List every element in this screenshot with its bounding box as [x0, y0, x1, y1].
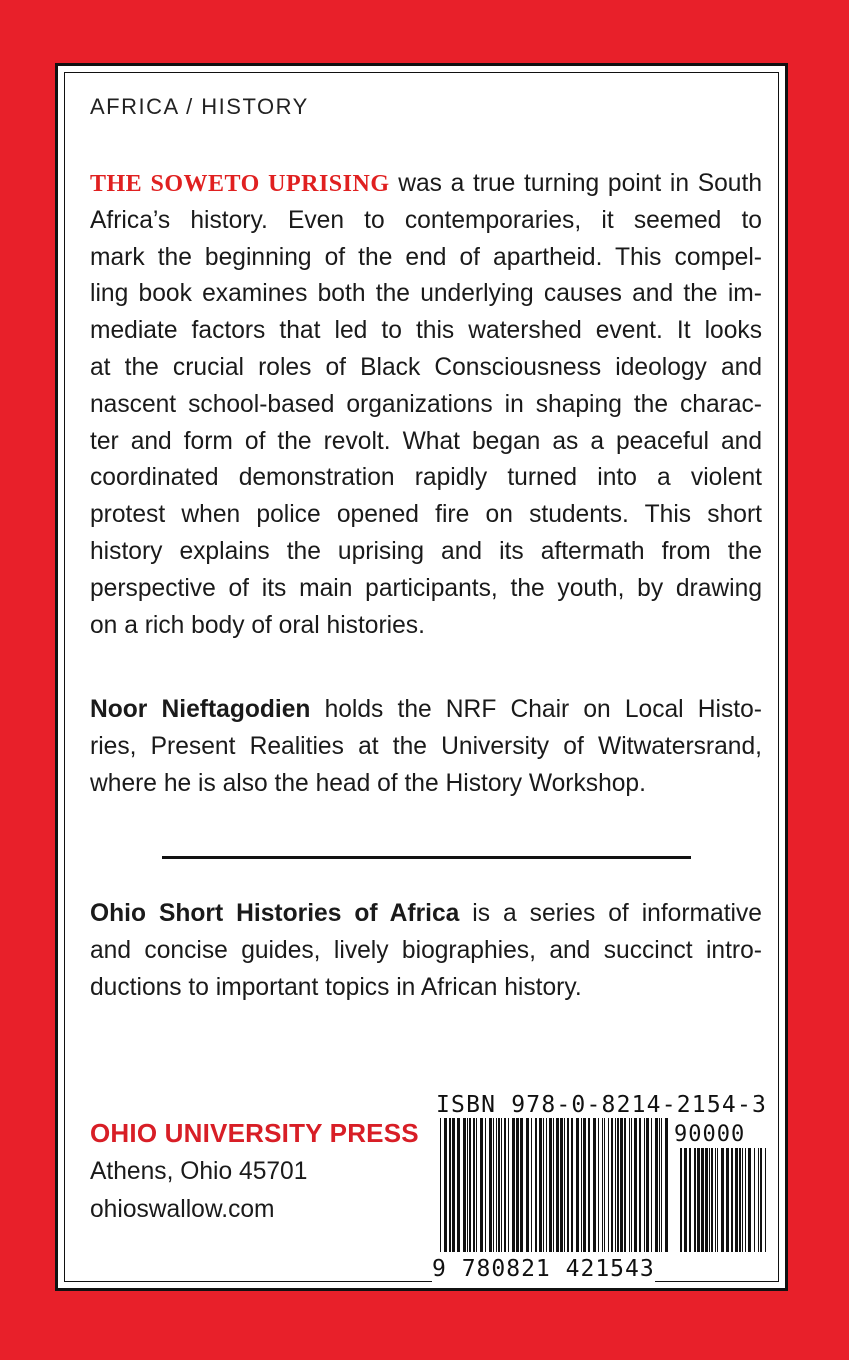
- series-line-2: and concise guides, lively biographies, and succinct intro-: [90, 936, 762, 964]
- barcode-addon-bar: [694, 1148, 696, 1252]
- description-line-2: Africa’s history. Even to contemporaries, it seemed to: [90, 206, 762, 234]
- barcode-bar: [467, 1118, 468, 1252]
- description-line-10: protest when police opened fire on students. This short: [90, 501, 762, 529]
- barcode-addon-bar: [735, 1148, 738, 1252]
- barcode-bar: [543, 1118, 544, 1252]
- description-line-6: at the crucial roles of Black Consciousness ideology and: [90, 353, 762, 381]
- barcode-bar: [581, 1118, 582, 1252]
- barcode-bar: [588, 1118, 590, 1252]
- barcode-bar: [611, 1118, 613, 1252]
- series-name: Ohio Short Histories of Africa: [90, 900, 460, 927]
- ean-digits: 9 780821 421543: [432, 1256, 655, 1282]
- barcode-bar: [449, 1118, 451, 1252]
- barcode-bar: [501, 1118, 502, 1252]
- description-line-11: history explains the uprising and its aftermath from the: [90, 537, 762, 565]
- description-line-12: perspective of its main participants, the youth, by drawing: [90, 574, 762, 602]
- series-line-3: ductions to important topics in African history.: [90, 973, 582, 1001]
- description-line-9: coordinated demonstration rapidly turned into a violent: [90, 464, 762, 492]
- barcode-bar: [469, 1118, 471, 1252]
- barcode-bar: [452, 1118, 455, 1252]
- barcode-bar: [457, 1118, 460, 1252]
- barcode-bar: [661, 1118, 662, 1252]
- barcode-bar: [535, 1118, 537, 1252]
- barcode-addon-bar: [697, 1148, 700, 1252]
- barcode-bar: [564, 1118, 565, 1252]
- barcode-addon-bar: [711, 1148, 713, 1252]
- barcode-addon-bar: [758, 1148, 759, 1252]
- barcode-bar: [553, 1118, 554, 1252]
- barcode-bar: [646, 1118, 649, 1252]
- barcode-bar: [526, 1118, 529, 1252]
- barcode-bar: [440, 1118, 441, 1252]
- barcode-bar: [463, 1118, 466, 1252]
- barcode-bar: [659, 1118, 660, 1252]
- book-title-lead: THE SOWETO UPRISING: [90, 171, 390, 197]
- barcode-bar: [629, 1118, 630, 1252]
- publisher-name: OHIO UNIVERSITY PRESS: [90, 1118, 419, 1148]
- barcode-addon-bar: [742, 1148, 743, 1252]
- barcode-bar: [651, 1118, 652, 1252]
- author-bio: [90, 692, 762, 802]
- isbn-label: ISBN 978-0-8214-2154-3: [436, 1092, 768, 1118]
- barcode-bar: [639, 1118, 641, 1252]
- barcode-bar: [571, 1118, 573, 1252]
- barcode-addon-bar: [726, 1148, 729, 1252]
- barcode-bar: [444, 1118, 447, 1252]
- barcode-bar: [560, 1118, 563, 1252]
- series-line-1: Ohio Short Histories of Africa is a series of informative: [90, 900, 762, 927]
- barcode-addon-bar: [754, 1148, 755, 1252]
- barcode-bar: [504, 1118, 506, 1252]
- barcode-bar: [644, 1118, 645, 1252]
- author-bio-line-3: where he is also the head of the History Workshop.: [90, 769, 646, 797]
- barcode-addon-bar: [765, 1148, 766, 1252]
- barcode-addon-bar: [748, 1148, 751, 1252]
- barcode-bar: [567, 1118, 569, 1252]
- barcode-bar: [476, 1118, 477, 1252]
- barcode-bar: [516, 1118, 519, 1252]
- description-line-7: nascent school-based organizations in shaping the charac-: [90, 390, 762, 418]
- barcode-bar: [576, 1118, 579, 1252]
- barcode-bar: [620, 1118, 623, 1252]
- barcode-bar: [624, 1118, 626, 1252]
- barcode-bar: [489, 1118, 492, 1252]
- barcode-addon-bar: [705, 1148, 708, 1252]
- barcode-bar: [583, 1118, 586, 1252]
- barcode-bar: [655, 1118, 658, 1252]
- barcode-addon-bar: [689, 1148, 691, 1252]
- barcode-addon-bar: [721, 1148, 724, 1252]
- barcode-bar: [602, 1118, 603, 1252]
- publisher-city: Athens, Ohio 45701: [90, 1158, 308, 1185]
- description-line-8: ter and form of the revolt. What began as a peaceful and: [90, 427, 762, 455]
- barcode-bar: [556, 1118, 559, 1252]
- publisher-website: ohioswallow.com: [90, 1196, 275, 1223]
- barcode-bar: [496, 1118, 497, 1252]
- author-bio-line-1: Noor Nieftagodien holds the NRF Chair on Local Histo-: [90, 696, 762, 723]
- description-line-4: ling book examines both the underlying causes and the im-: [90, 280, 762, 308]
- barcode-bar: [493, 1118, 494, 1252]
- barcode-bar: [546, 1118, 547, 1252]
- barcode-addon-bar: [745, 1148, 746, 1252]
- barcode-bar: [480, 1118, 483, 1252]
- description-line-1: THE SOWETO UPRISING was a true turning point in South: [90, 170, 762, 197]
- barcode-bar: [598, 1118, 599, 1252]
- barcode-bar: [531, 1118, 532, 1252]
- series-blurb: [90, 896, 762, 1006]
- barcode-bar: [508, 1118, 509, 1252]
- barcode-bar: [520, 1118, 523, 1252]
- description-line-5: mediate factors that led to this watershed event. It looks: [90, 317, 762, 345]
- barcode-bar: [485, 1118, 486, 1252]
- barcode-addon-bar: [760, 1148, 762, 1252]
- barcode-bar: [617, 1118, 619, 1252]
- barcode-addon-bar: [715, 1148, 716, 1252]
- barcode-bar: [631, 1118, 632, 1252]
- section-divider: [162, 856, 691, 859]
- price-code: 90000: [674, 1122, 746, 1147]
- barcode-bar: [498, 1118, 500, 1252]
- barcode-bar: [593, 1118, 596, 1252]
- description-line-13: on a rich body of oral histories.: [90, 611, 425, 639]
- barcode-addon-bar: [684, 1148, 687, 1252]
- barcode-bar: [665, 1118, 668, 1252]
- author-name: Noor Nieftagodien: [90, 696, 311, 723]
- description-line-3: mark the beginning of the end of apartheid. This compel-: [90, 243, 762, 271]
- barcode-bar: [634, 1118, 637, 1252]
- barcode-addon-bar: [731, 1148, 733, 1252]
- barcode-bar: [615, 1118, 616, 1252]
- barcode-bar: [549, 1118, 552, 1252]
- barcode-bar: [512, 1118, 515, 1252]
- barcode-addon-bar: [739, 1148, 741, 1252]
- book-description: [90, 166, 762, 644]
- category-label: AFRICA / HISTORY: [90, 94, 309, 119]
- barcode-bar: [608, 1118, 609, 1252]
- barcode-bar: [604, 1118, 605, 1252]
- barcode-addon-bar: [680, 1148, 682, 1252]
- barcode-addon-bar: [709, 1148, 710, 1252]
- barcode-addon-bar: [701, 1148, 704, 1252]
- author-bio-line-2: ries, Present Realities at the University of Witwatersrand,: [90, 732, 762, 760]
- barcode-bar: [473, 1118, 475, 1252]
- barcode-bar: [539, 1118, 542, 1252]
- barcode-addon-bar: [717, 1148, 718, 1252]
